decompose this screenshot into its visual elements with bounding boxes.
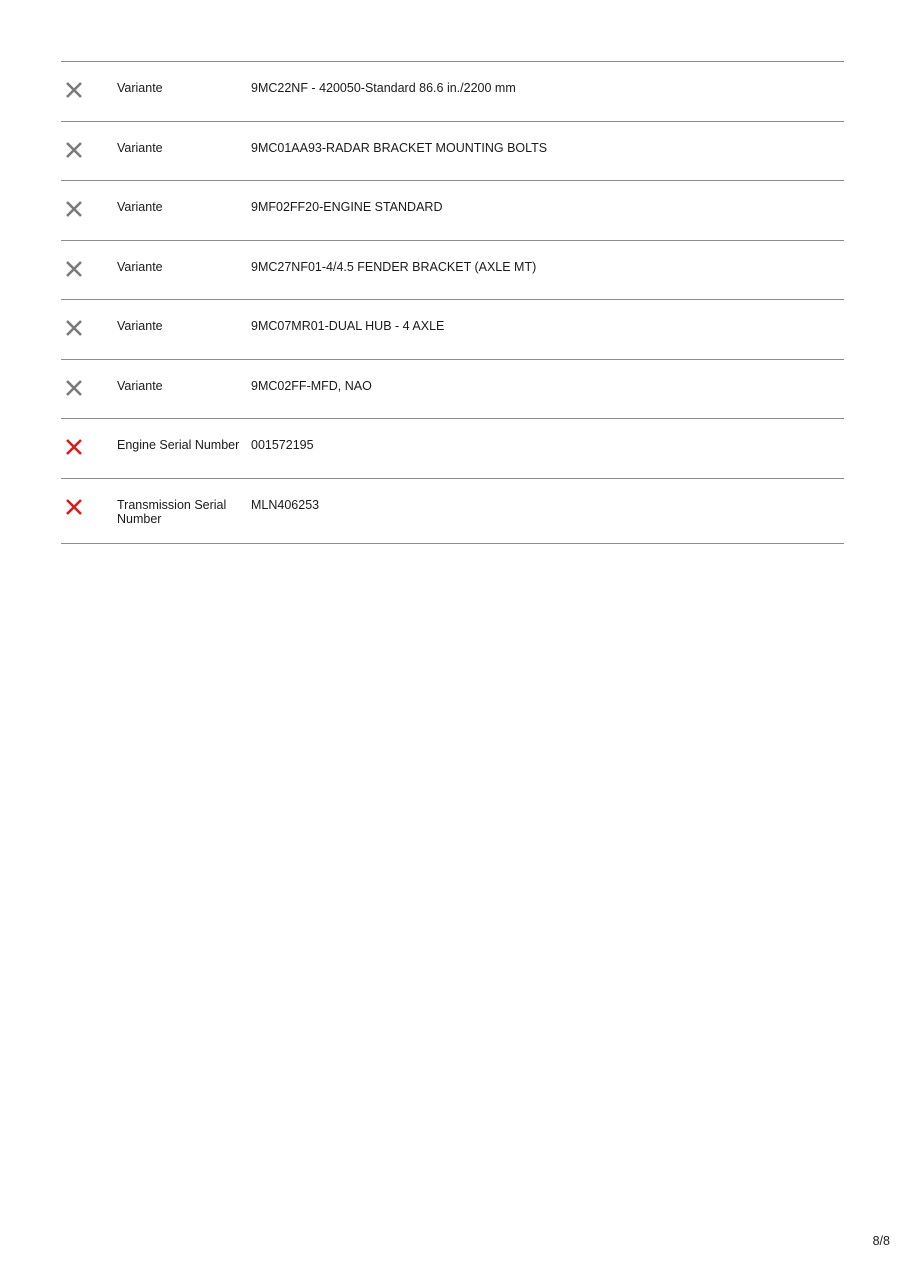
page-number: 8/8 [872, 1234, 890, 1248]
table-row [61, 419, 844, 479]
row-label: Variante [117, 81, 163, 95]
spec-table [61, 61, 844, 544]
row-label: Transmission Serial Number [117, 497, 227, 526]
row-value: 9MC02FF-MFD, NAO [251, 378, 372, 393]
row-label: Engine Serial Number [117, 438, 240, 452]
close-icon [61, 419, 117, 457]
close-icon [61, 181, 117, 219]
row-label: Variante [117, 378, 163, 393]
row-value: 9MC22NF - 420050-Standard 86.6 in./2200 mm [251, 81, 516, 95]
row-value: 9MC27NF01-4/4.5 FENDER BRACKET (AXLE MT) [251, 259, 537, 274]
row-value: 001572195 [251, 438, 314, 452]
close-icon [61, 300, 117, 338]
row-label: Variante [117, 319, 163, 333]
row-value: MLN406253 [251, 497, 320, 512]
row-value: 9MC01AA93-RADAR BRACKET MOUNTING BOLTS [251, 140, 548, 155]
table-row [61, 122, 844, 182]
table-row [61, 479, 844, 544]
table-row [61, 241, 844, 301]
table-row [61, 181, 844, 241]
close-icon [61, 241, 117, 279]
close-icon [61, 122, 117, 160]
table-row [61, 62, 844, 122]
table-row [61, 360, 844, 420]
close-icon [61, 360, 117, 398]
close-icon [61, 62, 117, 100]
row-label: Variante [117, 200, 163, 214]
table-row [61, 300, 844, 360]
row-label: Variante [117, 140, 163, 155]
row-value: 9MC07MR01-DUAL HUB - 4 AXLE [251, 319, 445, 333]
row-value: 9MF02FF20-ENGINE STANDARD [251, 200, 443, 214]
row-label: Variante [117, 259, 163, 274]
close-icon [61, 479, 117, 517]
